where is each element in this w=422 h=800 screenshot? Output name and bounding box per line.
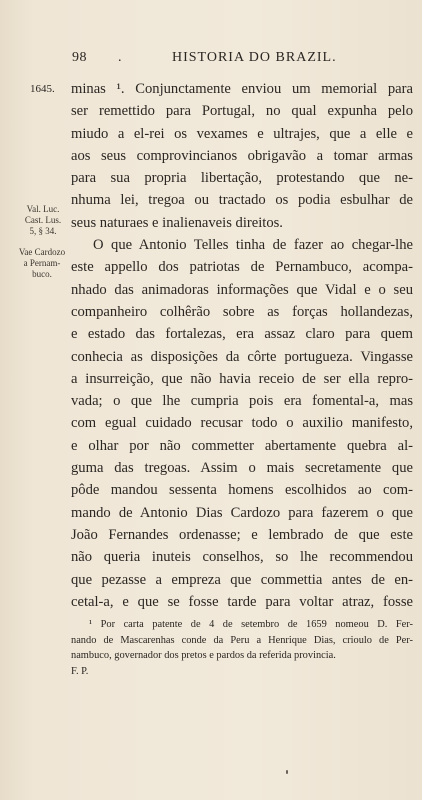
footnote-line: nambuco, governador dos pretos e pardos da referida provincia. (71, 650, 336, 661)
text-line: João Fernandes ordenasse; e lembrado de que este (71, 526, 413, 543)
margin-note-line: Val. Luc. (26, 204, 60, 214)
text-line: nhado das animadoras informações que Vidal e o seu (71, 281, 413, 298)
text-line: e olhar por não commetter abertamente quebra al- (71, 437, 413, 454)
text-line: seus naturaes e inalienaveis direitos. (71, 214, 283, 231)
text-line: companheiro colhêrão sobre as forças hollandezas, (71, 303, 413, 320)
text-line: este appello dos patriotas de Pernambuco, acompa- (71, 259, 413, 276)
margin-note-line: Vae Cardozo (18, 247, 66, 257)
page-number: 98 (72, 50, 87, 65)
text-line: ser remettido para Portugal, no qual expunha pelo (71, 103, 413, 120)
running-title: HISTORIA DO BRAZIL. (172, 50, 337, 65)
text-line: guma das tregoas. Assim o mais secretamente que (71, 460, 413, 477)
margin-note-line: 5, § 34. (29, 226, 57, 236)
footnote-line: ¹ Por carta patente de 4 de setembro de 1659 nomeou D. Fer- (89, 619, 413, 630)
text-line: não queria inuteis conselhos, so lhe recommendou (71, 549, 413, 566)
text-line: com egual cuidado recusar todo o auxilio manifesto, (71, 415, 413, 432)
text-line: aos seus comprovincianos obrigavão a tomar armas (71, 147, 413, 164)
text-line: conhecia as disposições da côrte portugueza. Vingasse (71, 348, 413, 365)
margin-note-line: buco. (32, 269, 52, 279)
header-separator: . (118, 50, 122, 65)
text-line: vada; o que lhe cumpria pois era fomental-a, mas (71, 393, 413, 410)
footnote-line: F. P. (71, 665, 89, 677)
page-header (0, 50, 422, 72)
margin-note-cardozo (16, 247, 68, 280)
text-line: para sua propria libertação, protestando que ne- (71, 170, 413, 187)
margin-note-line: a Pernam- (23, 258, 61, 268)
text-line: a insurreição, que não havia receio de ser ella repro- (71, 370, 413, 387)
text-line: miudo a el-rei os vexames e ultrajes, que a elle e (71, 125, 413, 142)
text-line: nhuma lei, tregoa ou tractado os podia esbulhar de (71, 192, 413, 209)
text-line: que pezasse a empreza que commettia antes de en- (71, 571, 413, 588)
margin-note-line: Cast. Lus. (24, 215, 62, 225)
footnote (71, 617, 413, 679)
text-line: mando de Antonio Dias Cardozo para fazerem o que (71, 504, 413, 521)
text-line: pôde mandou sessenta homens escolhidos ao com- (71, 482, 413, 499)
text-line: cetal-a, e que se fosse tarde para voltar atraz, fosse (71, 593, 413, 610)
body-text (71, 78, 413, 613)
footnote-line: nando de Mascarenhas conde da Peru a Henrique Dias, crioulo de Per- (71, 634, 413, 646)
paper-speck (286, 770, 288, 774)
text-line: O que Antonio Telles tinha de fazer ao chegar-lhe (93, 237, 413, 254)
margin-year: 1645. (30, 83, 55, 95)
text-line: e estado das fortalezas, era assaz claro para quem (71, 326, 413, 343)
margin-note-citation (20, 204, 66, 237)
text-line: minas ¹. Conjunctamente enviou um memorial para (71, 81, 413, 97)
